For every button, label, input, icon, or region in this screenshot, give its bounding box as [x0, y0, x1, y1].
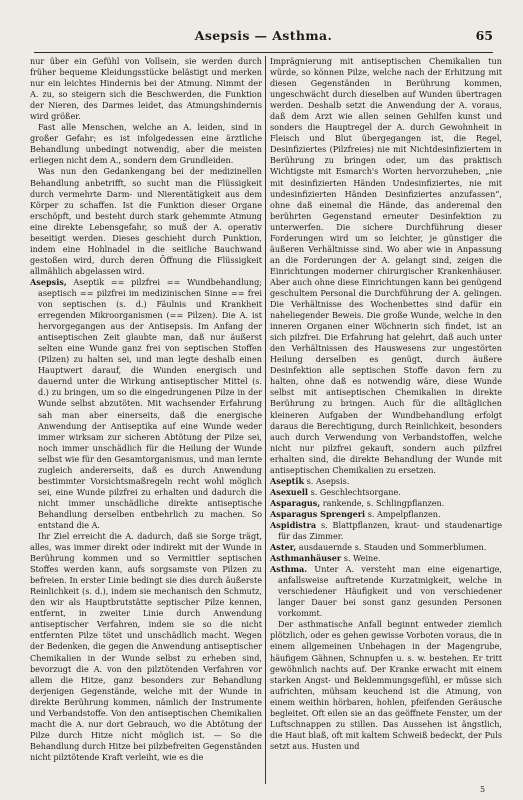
- entry-lemma: Asparagus,: [270, 497, 321, 508]
- entry-lemma: Aspidistra: [270, 519, 317, 530]
- body-paragraph: nur über ein Gefühl von Vollsein, sie werden durch früher bequeme Kleidungsstücke belästigt und merken nur ein leichtes Hindernis bei der Atmung. Nimmt der A. zu, so steigern sich die Beschwerden, die Funktion der Nieren, des Darmes leidet, das Atmungshindernis wird größer.: [30, 56, 262, 122]
- entry-lemma: Aster,: [270, 542, 297, 553]
- header-rule: [34, 52, 493, 53]
- column-divider: [265, 56, 266, 784]
- entry-text: ausdauernde s. Stauden und Sommerblumen.: [296, 542, 487, 553]
- entry-text: Unter A. versteht man eine eigenartige, anfallsweise auftretende Kurzatmigkeit, welche in verschiedener Häufigkeit und von verschiedener langer Dauer bei sonst ganz gesunden Personen vorkommt.: [278, 564, 502, 619]
- signature-mark: 5: [480, 785, 486, 794]
- body-paragraph: Der asthmatische Anfall beginnt entweder ziemlich plötzlich, oder es gehen gewisse Vorboten voraus, die in einem allgemeinen Unbehagen in der Magengrube, häufigem Gähnen, Schnupfen u. s. w. bestehen. Er tritt gewöhnlich nachts auf. Der Kranke erwacht mit einem starken Angst- und Beklemmungsgefühl, er müsse sich aufrichten, mühsam keuchend ist die Atmung, von einem weithin hörbaren, hohlen, pfeifenden Geräusche begleitet. Oft eilen sie an das geöffnete Fenster, um der Luftschnappen zu stillen. Das Aussehen ist ängstlich, die Haut blaß, oft mit kaltem Schweiß bedeckt, der Puls setzt aus. Husten und: [270, 619, 502, 751]
- running-title: Asepsis — Asthma.: [194, 28, 333, 43]
- entry-lemma: Asepsis,: [30, 276, 67, 287]
- body-paragraph: Ihr Ziel erreicht die A. dadurch, daß sie Sorge trägt, alles, was immer direkt oder indirekt mit der Wunde in Berührung kommen und so Vermittler septischen Stoffes werden kann, aufs sorgsamste von Pilzen zu befreien. In erster Linie bedingt sie dies durch äußerste Reinlichkeit (s. d.), indem sie mechanisch den Schmutz, den wir als Hauptbrutstätte septischer Pilze kennen, entfernt, in zweiter Linie durch Anwendung antiseptischer Verfahren, indem sie so die nicht entfernten Pilze tötet und unschädlich macht. Wegen der Bedenken, die gegen die Anwendung antiseptischer Chemikalien in der Wunde selbst zu erheben sind, bevorzugt die A. von den pilztötenden Verfahren vor allem die Hitze, ganz besonders zur Behandlung derjenigen Gegenstände, welche mit der Wunde in direkte Berührung kommen, nämlich der Instrumente und Verbandstoffe. Von den antiseptischen Chemikalien macht die A. nur dort Gebrauch, wo die Abtötung der Pilze durch Hitze nicht möglich ist. — So die Behandlung durch Hitze bei pilzbefreiten Gegenständen nicht pilztötende Kraft verleiht, wie es die: [30, 531, 262, 762]
- body-paragraph: Imprägnierung mit antiseptischen Chemikalien tun würde, so können Pilze, welche nach der Erhitzung mit diesen Gegenständen in Berührung kommen, ungeschwächt durch dieselben auf Wunden übertragen werden. Deshalb setzt die Anwendung der A. voraus, daß dem Arzt wie allen seinen Gehilfen kunst und sonders die Hauptregel der A. durch Gewohnheit in Fleisch und Blut übergegangen ist, die Regel, Desinfiziertes (Pilzfreies) nie mit Nichtdesinfiziertem in Berührung zu bringen oder, um das praktisch Wichtigste mit Esmarch's Worten hervorzuheben, „nie mit desinfizierten Händen Undesinfiziertes, nie mit undesinfizierten Händen Desinfiziertes anzufassen“, ohne daß einemal die Hände, das anderemal den berührten Gegenstand erneuter Desinfektion zu unterwerfen. Die sichere Durchführung dieser Forderungen wird um so leichter, je günstiger die äußeren Verhältnisse sind. Wo aber wie in Anpassung an die Forderungen der A. gelangt sind, zeigen die Einrichtungen moderner chirurgischer Krankenhäuser. Aber auch ohne diese Einrichtungen kann bei genügend geschultem Personal die Durchführung der A. gelingen. Die Verhältnisse des Wochenbettes sind dafür ein naheliegender Beweis. Die große Wunde, welche in den inneren Organen einer Wöchnerin sich findet, ist an sich pilzfrei. Die Erfahrung hat gelehrt, daß auch unter den Verhältnissen des Hauswesens zur ungestörten Heilung derselben es genügt, durch äußere Desinfektion alle septischen Stoffe davon fern zu halten, ohne daß es notwendig wäre, diese Wunde selbst mit antiseptischen Chemikalien in direkte Berührung zu bringen. Auch für die alltäglichen kleineren Aufgaben der Wundbehandlung erfolgt daraus die Berechtigung, durch Reinlichkeit, besonders auch durch Verwendung von Verbandstoffen, welche nicht nur pilzfrei gekauft, sondern auch pilzfrei erhalten sind, die direkte Behandlung der Wunde mit antiseptischen Chemikalien zu ersetzen.: [270, 56, 502, 475]
- entry-text: s. Ampelpflanzen.: [365, 508, 441, 519]
- dictionary-entry: [270, 487, 502, 498]
- dictionary-entry: [270, 520, 502, 542]
- entry-text: rankende, s. Schlingpflanzen.: [320, 497, 445, 508]
- dictionary-entry: [270, 564, 502, 619]
- dictionary-entry: [270, 476, 502, 487]
- body-paragraph: Was nun den Gedankengang bei der medizinellen Behandlung anbetrifft, so sucht man die Flüssigkeit durch vermehrte Darm- und Nierentätigkeit aus dem Körper zu schaffen. Ist die Funktion dieser Organe erschöpft, und besteht durch stark gehemmte Atmung eine direkte Lebensgefahr, so muß der A. operativ beseitigt werden. Dieses geschieht durch Punktion, indem eine Hohlnadel in die seitliche Bauchwand gestoßen wird, durch deren Öffnung die Flüssigkeit allmählich abgelassen wird.: [30, 166, 262, 276]
- left-column: [30, 56, 262, 784]
- entry-text: s. Geschlechtsorgane.: [308, 486, 401, 497]
- entry-text: s. Weine.: [341, 553, 381, 564]
- dictionary-entry: [30, 277, 262, 531]
- entry-lemma: Asexuell: [270, 486, 308, 497]
- entry-text: s. Asepsis.: [304, 475, 350, 486]
- entry-lemma: Aseptik: [270, 475, 305, 486]
- entry-text: s. Blattpflanzen, kraut- und staudenartige für das Zimmer.: [278, 519, 502, 542]
- dictionary-entry: [270, 542, 502, 553]
- running-header: [34, 28, 493, 50]
- dictionary-entry: [270, 553, 502, 564]
- entry-lemma: Asparagus Sprengeri: [270, 508, 366, 519]
- dictionary-entry: [270, 509, 502, 520]
- entry-text: Aseptik == pilzfrei == Wundbehandlung; aseptisch == pilzfrei im medizinischen Sinne == frei von septischen (s. d.) Fäulnis und Krankheit erregenden Mikroorganismen (== Pilzen). Die A. ist hervorgegangen aus der Antisepsis. Im Anfang der antiseptischen Zeit glaubte man, daß nur äußerst selten eine Wunde ganz frei von septischen Stoffen (Pilzen) zu halten sei, und man legte deshalb einen Hauptwert darauf, die Wunden energisch und dauernd unter die Wirkung antiseptischer Mittel (s. d.) zu bringen, um so die eingedrungenen Pilze in der Wunde selbst abzutöten. Mit wachsender Erfahrung sah man aber einerseits, daß die energische Anwendung der Antiseptika auf eine Wunde weder immer wirksam zur sicheren Abtötung der Pilze sei, noch immer unschädlich für die Heilung der Wunde selbst wie für den Gesamtorganismus, und man lernte zugleich andererseits, daß es durch Anwendung bestimmter Vorsichtsmaßregeln recht wohl möglich sei, eine Wunde pilzfrei zu erhalten und dadurch die nicht immer unschädliche direkte antiseptische Behandlung derselben entbehrlich zu machen. So entstand die A.: [38, 276, 262, 530]
- entry-lemma: Asthma.: [270, 564, 308, 575]
- page-number: 65: [475, 28, 493, 43]
- right-column: [270, 56, 502, 784]
- body-paragraph: Fast alle Menschen, welche an A. leiden, sind in großer Gefahr; es ist infolgedessen eine ärztliche Behandlung unbedingt notwendig, aber die meisten erliegen nicht dem A., sondern dem Grundleiden.: [30, 122, 262, 166]
- dictionary-entry: [270, 498, 502, 509]
- entry-lemma: Asthmanhäuser: [270, 553, 342, 564]
